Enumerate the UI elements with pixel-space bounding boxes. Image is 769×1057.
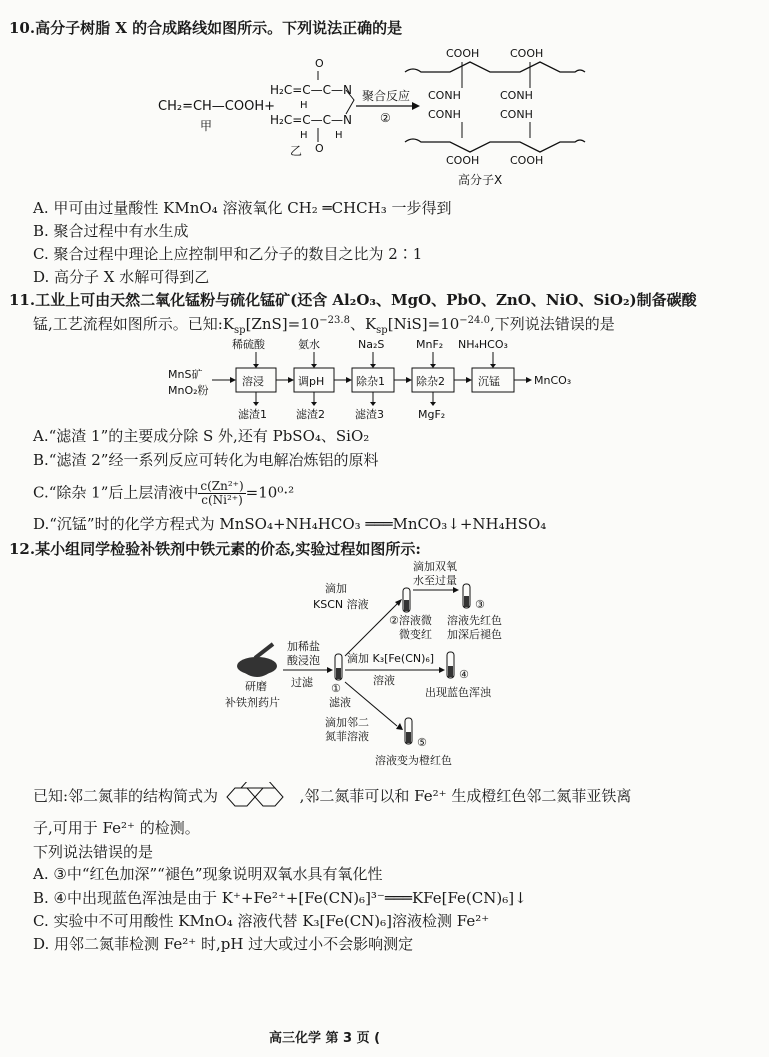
yi-h-n: H [335, 130, 343, 141]
tube-3-line2: 加深后褪色 [447, 628, 502, 641]
phenanthroline-structure-icon [223, 782, 295, 812]
reagent-4: MnF₂ [416, 338, 444, 351]
q10-option-a: A. 甲可由过量酸性 KMnO₄ 溶液氧化 CH₂ ═CHCH₃ 一步得到 [33, 199, 452, 217]
q12-option-b: B. ④中出现蓝色浑浊是由于 K⁺+Fe²⁺+[Fe(CN)₆]³⁻═══KFe[Fe(CN)₆]↓ [33, 889, 527, 907]
q12-ask: 下列说法错误的是 [33, 843, 154, 861]
q12-known-line1: 已知:邻二氮菲的结构简式为 ,邻二氮菲可以和 Fe²⁺ 生成橙红色邻二氮菲亚铁离 [33, 782, 631, 812]
yi-top: H₂C=C—C—N [270, 83, 353, 97]
tube-2-line1: ②溶液微 [389, 614, 432, 627]
yi-o-top: O [315, 57, 324, 70]
q12-option-c: C. 实验中不可用酸性 KMnO₄ 溶液代替 K₃[Fe(CN)₆]溶液检测 Fe²⁺ [33, 912, 490, 930]
output-3: 滤渣3 [355, 408, 384, 421]
step-4: 除杂2 [416, 375, 445, 388]
k3-label-1: 滴加 K₃[Fe(CN)₆] [347, 652, 435, 665]
k3-label-2: 溶液 [373, 674, 395, 687]
cooh-bot-1: COOH [446, 154, 480, 167]
tube-5-label: 溶液变为橙红色 [375, 754, 452, 767]
q10-option-d: D. 高分子 X 水解可得到乙 [33, 268, 210, 286]
tablet-label: 补铁剂药片 [225, 696, 280, 709]
reagent-1: 稀硫酸 [232, 338, 265, 351]
filter-label: 过滤 [291, 676, 313, 689]
tube-1-label: 滤液 [329, 696, 351, 709]
branch-kscn [345, 604, 397, 656]
acid-label-2: 酸浸泡 [287, 654, 320, 667]
yi-name: 乙 [290, 144, 303, 158]
q12-option-d: D. 用邻二氮菲检测 Fe²⁺ 时,pH 过大或过小不会影响测定 [33, 935, 414, 953]
arrow-label: 聚合反应 [362, 89, 411, 103]
step-1: 溶浸 [242, 375, 264, 388]
tube-5-num: ⑤ [417, 736, 427, 749]
yi-h-top: H [300, 100, 308, 111]
q12-option-a: A. ③中“红色加深”“褪色”现象说明双氧水具有氧化性 [33, 865, 383, 883]
phen-1: 滴加邻二 [325, 716, 369, 729]
reaction-arrow-head [412, 102, 420, 110]
conh-3: CONH [428, 108, 461, 121]
q11-option-b: B.“滤渣 2”经一系列反应可转化为电解冶炼铝的原料 [33, 451, 379, 469]
tube-4-num: ④ [459, 668, 469, 681]
output-1: 滤渣1 [238, 408, 267, 421]
q11-option-d: D.“沉锰”时的化学方程式为 MnSO₄+NH₄HCO₃ ═══MnCO₃↓+NH₄HSO₄ [33, 515, 547, 533]
jia-formula: CH₂=CH—COOH+ [158, 99, 276, 114]
q10-option-b: B. 聚合过程中有水生成 [33, 222, 189, 240]
step-3: 除杂1 [356, 375, 385, 388]
yi-h-bot: H [300, 130, 308, 141]
output-4: MgF₂ [418, 408, 446, 421]
kscn-1: 滴加 [325, 582, 347, 595]
yi-bot: H₂C=C—C—N [270, 113, 353, 127]
output-2: 滤渣2 [296, 408, 325, 421]
arrow-step: ② [380, 111, 391, 125]
q11-option-a: A.“滤渣 1”的主要成分除 S 外,还有 PbSO₄、SiO₂ [33, 427, 370, 445]
tube-3-num: ③ [475, 598, 485, 611]
jia-name: 甲 [200, 119, 213, 133]
q12-known-line2: 子,可用于 Fe²⁺ 的检测。 [33, 819, 200, 837]
cooh-bot-2: COOH [510, 154, 544, 167]
concentration-fraction: $\frac{\text{c(Zn²⁺)}}{\text{c(Ni²⁺)}}$ [200, 479, 244, 507]
product: MnCO₃ [534, 374, 572, 387]
q10-stem: 10.高分子树脂 X 的合成路线如图所示。下列说法正确的是 [9, 19, 403, 37]
q11-stem-line1: 11.工业上可由天然二氧化锰粉与硫化锰矿(还含 Al₂O₃、MgO、PbO、ZnO、NiO、SiO₂)制备碳酸 [9, 291, 697, 309]
q10-synthesis-figure [150, 42, 590, 192]
q11-process-flow [160, 336, 580, 424]
product-name: 高分子X [458, 173, 503, 187]
reagent-3: Na₂S [358, 338, 385, 351]
conh-4: CONH [500, 108, 533, 121]
q11-stem-line2: 锰,工艺流程如图所示。已知$:K_{sp}[ZnS]=10^{-23.8}$、$K_{sp}[NiS]=10^{-24.0}$,下列说法错误的是 [33, 315, 615, 336]
acid-label-1: 加稀盐 [287, 640, 320, 653]
h2o2-2: 水至过量 [413, 574, 457, 587]
tube-3-line1: 溶液先红色 [447, 614, 502, 627]
conh-1: CONH [428, 89, 461, 102]
tube-2-line2: 微变红 [399, 628, 432, 641]
cooh-top-1: COOH [446, 47, 480, 60]
kscn-2: KSCN 溶液 [313, 598, 369, 611]
q12-stem: 12.某小组同学检验补铁剂中铁元素的价态,实验过程如图所示: [9, 540, 421, 558]
chain-bottom [405, 139, 585, 152]
q10-option-c: C. 聚合过程中理论上应控制甲和乙分子的数目之比为 2∶1 [33, 245, 423, 263]
tube-1-num: ① [331, 682, 341, 695]
h2o2-1: 滴加双氧 [413, 560, 457, 573]
q12-experiment-figure [215, 558, 575, 770]
yi-o-bot: O [315, 142, 324, 155]
input-mns: MnS矿 [168, 368, 203, 381]
step-2: 调pH [298, 375, 325, 388]
reagent-2: 氨水 [298, 338, 320, 351]
chain-top [405, 62, 585, 72]
tube-4-label: 出现蓝色浑浊 [425, 686, 491, 699]
phen-2: 氮菲溶液 [325, 730, 369, 743]
pestle-icon [255, 644, 273, 658]
page-footer: 高三化学 第 3 页 ( [269, 1031, 381, 1046]
conh-2: CONH [500, 89, 533, 102]
grind-label: 研磨 [245, 680, 267, 693]
step-5: 沉锰 [478, 375, 500, 388]
reagent-5: NH₄HCO₃ [458, 338, 508, 351]
input-mno2: MnO₂粉 [168, 384, 209, 397]
cooh-top-2: COOH [510, 47, 544, 60]
q11-option-c: C.“除杂 1”后上层清液中 $\frac{\text{c(Zn²⁺)}}{\text{c(Ni²⁺)}}$ =10⁰·² [33, 479, 295, 507]
